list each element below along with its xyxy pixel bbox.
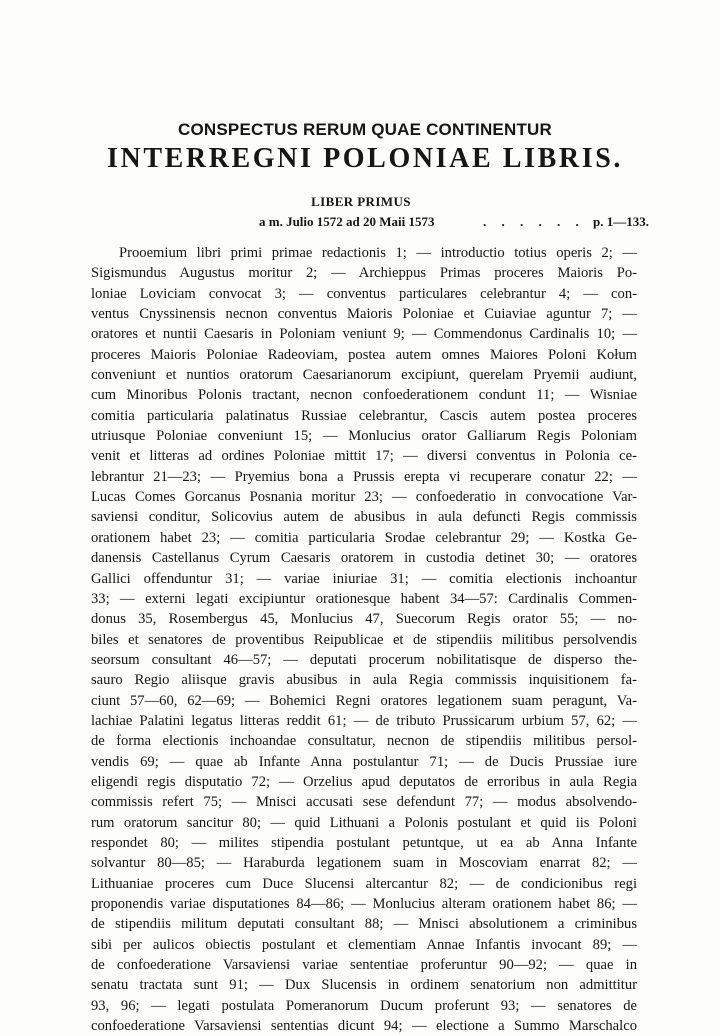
text-line: vendis 69; — quae ab Infante Anna postulantur 71; — de Ducis Prussiae iure (91, 753, 637, 770)
text-line: utriusque Poloniae conveniunt 15; — Monlucius orator Galliarum Regis Poloniam (91, 428, 637, 445)
text-line: donus 35, Rosembergus 45, Monlucius 47, Suecorum Regis orator 55; — no- (91, 611, 637, 628)
leader-dots: . . . . . . (483, 214, 585, 229)
text-line: Gallici offenduntur 31; — variae iniuriae 31; — comitia electionis inchoantur (91, 570, 637, 587)
text-line: Sigismundus Augustus moritur 2; — Archieppus Primas proceres Maioris Po- (91, 265, 637, 282)
text-line: de forma electionis inchoandae consultatur, necnon de stipendiis militibus persol- (91, 733, 637, 750)
title-line-2: INTERREGNI POLONIAE LIBRIS. (107, 143, 623, 174)
text-line: commissis refert 75; — Mnisci accusati sese defendunt 77; — modus absolvendo- (91, 794, 637, 811)
text-line: sibi per aulicos obiectis postulant et clementiam Annae Infantis invocant 89; — (91, 936, 637, 953)
text-line: 93, 96; — legati postulata Pomeranorum Ducum proferunt 93; — senatores de (91, 997, 637, 1014)
text-line: respondet 80; — milites stipendia postulant petuntque, ut ea ab Anna Infante (91, 834, 637, 851)
text-line: proponendis variae disputationes 84—86; — Monlucius alteram orationem habet 86; — (91, 896, 637, 912)
text-line: de confoederatione Varsaviensi variae sententiae proferuntur 90—92; — quae in (91, 957, 637, 974)
text-line: sauro Regio aliisque gravis abusibus in aula Regia commissis inquisitionem fa- (91, 672, 637, 689)
text-line: saviensi conditur, Solicovius autem de abusibus in aula defuncti Regis commissis (91, 509, 637, 526)
date-range-row (259, 214, 649, 230)
text-line: seorsum consultant 46—57; — deputati procerum nobilitatisque de disperso the- (91, 651, 637, 668)
text-line: oratores et nuntii Caesaris in Poloniam veniunt 9; — Commendonus Cardinalis 10; — (91, 326, 637, 343)
text-line: solvantur 80—85; — Haraburda legationem suam in Moscoviam enarrat 82; — (91, 855, 637, 872)
text-line: eligendi regis disputatio 72; — Orzelius apud deputatos de erroribus in aula Regia (91, 773, 637, 790)
book-heading: LIBER PRIMUS (311, 194, 411, 209)
text-line: de stipendiis militum deputati consultant 88; — Mnisci absolutionem a criminibus (91, 916, 637, 933)
text-line: lebrantur 21—23; — Pryemius bona a Prussis erepta vi recuperare conatur 22; — (91, 468, 637, 485)
text-line: proceres Maioris Poloniae Radeoviam, postea autem omnes Maiores Poloni Kołum (91, 346, 637, 363)
text-line: rum oratorum sancitur 80; — quid Lithuani a Polonis postulant et quid iis Poloni (91, 814, 637, 831)
page-range: p. 1—133. (593, 214, 649, 229)
text-line: conveniunt et nuntios oratorum Caesarianorum excipiunt, querelam Pryemii audiunt, (91, 367, 637, 384)
text-line: confoederatione Varsaviensi sententias dicunt 94; — electione a Summo Marschalco (91, 1018, 637, 1035)
text-line: biles et senatores de proventibus Reipublicae et de stipendiis militibus persolvendis (91, 631, 637, 648)
text-line: comitia particularia palatinatus Russiae celebrantur, Cascis autem postea proceres (91, 407, 637, 424)
text-line: danensis Castellanus Cyrum Caesaris oratorem in custodia detinet 30; — oratores (91, 550, 637, 567)
text-line: ciunt 57—60, 62—69; — Bohemici Regni oratores legationem suam peragunt, Va- (91, 692, 637, 709)
text-line: orationem habet 23; — comitia particularia Srodae celebrantur 29; — Kostka Ge- (91, 529, 637, 546)
text-line: 33; — externi legati excipiuntur orationesque habent 34—57: Cardinalis Commen- (91, 590, 637, 607)
text-line: Lithuaniae proceres cum Duce Slucensi altercantur 82; — de condicionibus regi (91, 875, 637, 892)
text-line: ventus Cnyssinensis necnon conventus Maioris Poloniae et Cuiaviae aguntur 7; — (91, 306, 637, 323)
title-line-1: CONSPECTUS RERUM QUAE CONTINENTUR (177, 120, 552, 139)
text-line: venit et litteras ad ordines Poloniae mittit 17; — diversi conventus in Polonia ce- (91, 448, 637, 465)
text-line: lachiae Palatini legatus litteras reddit 61; — de tributo Prussicarum urbium 57, 62; — (91, 712, 637, 729)
text-line: loniae Loviciam convocat 3; — conventus particulares celebrantur 4; — con- (91, 285, 637, 302)
date-range: a m. Julio 1572 ad 20 Maii 1573 (259, 214, 435, 229)
text-line: Prooemium libri primi primae redactionis 1; — introductio totius operis 2; — (119, 245, 637, 261)
summary-paragraph (91, 243, 637, 1036)
text-line: Lucas Comes Gorcanus Posnania moritur 23; — confoederatio in convocatione Var- (91, 489, 637, 506)
text-line: senatu tractata sunt 91; — Dux Slucensis in ordinem senatorium non admittitur (91, 977, 637, 994)
text-line: cum Minoribus Polonis tractant, necnon confoederationem condunt 11; — Wisniae (91, 387, 637, 404)
